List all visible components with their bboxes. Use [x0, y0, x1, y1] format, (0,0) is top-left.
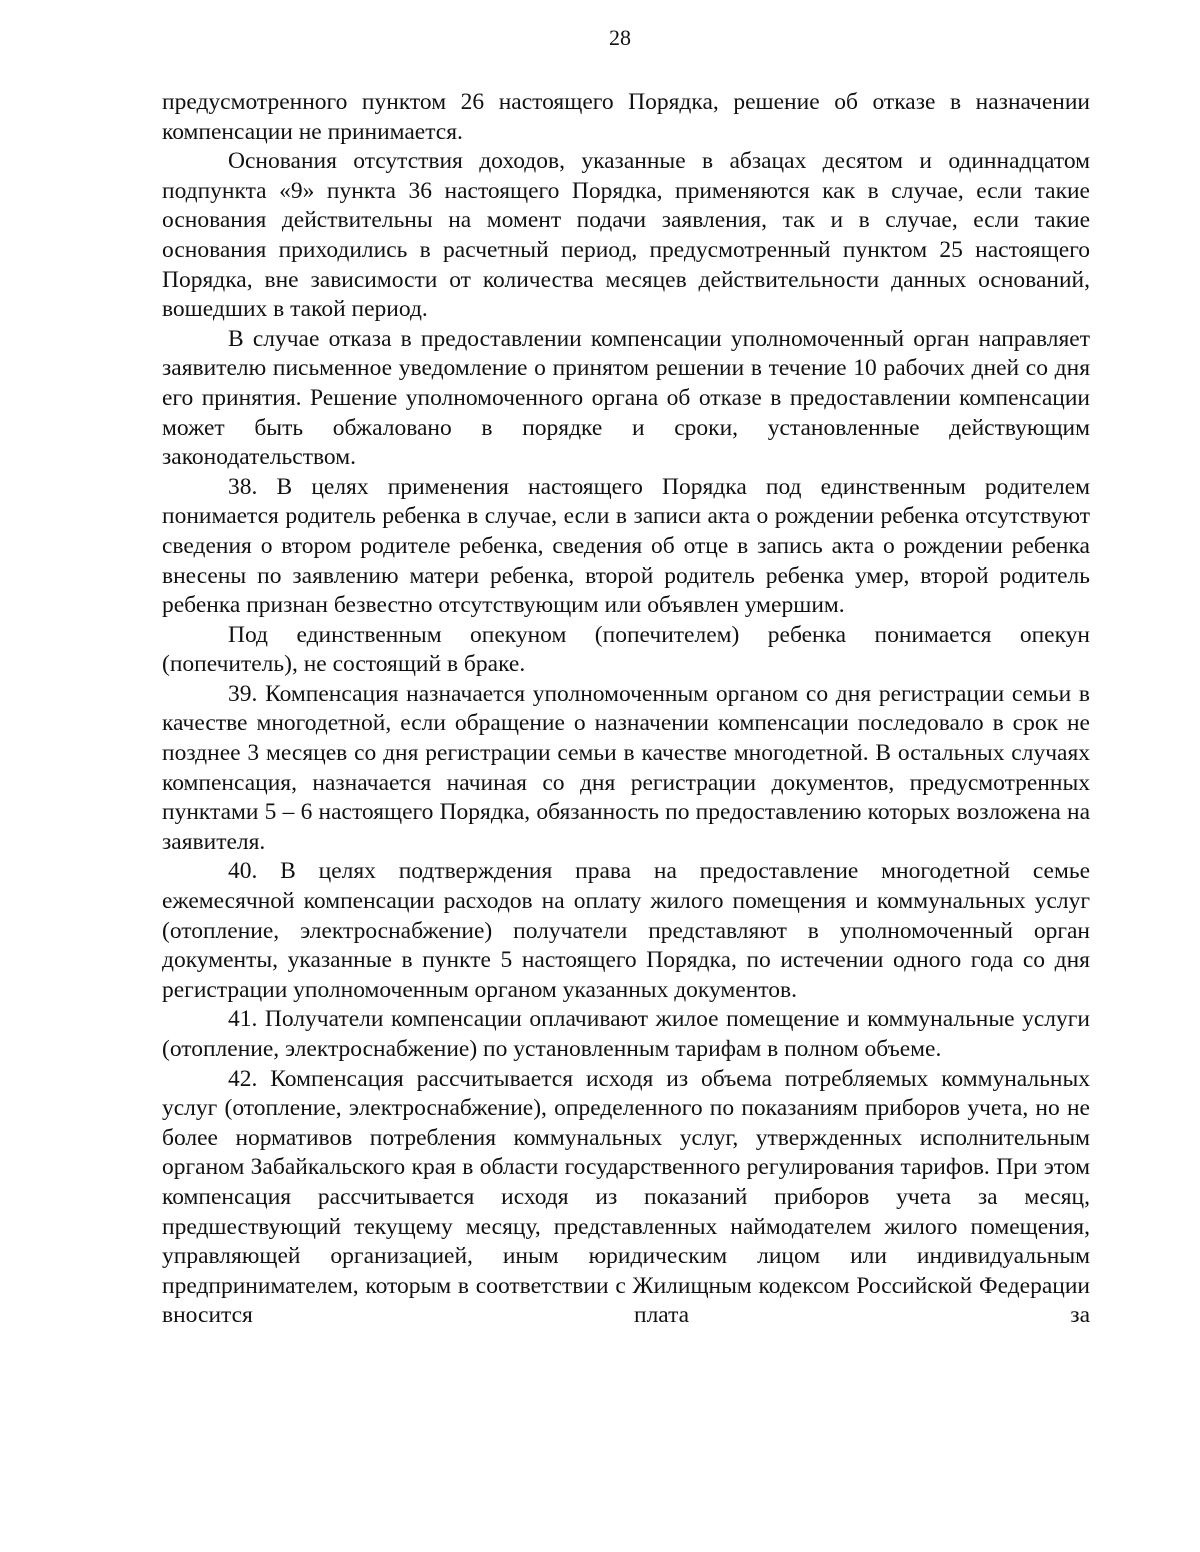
- paragraph-single-guardian: Под единственным опекуном (попечителем) ребенка понимается опекун (попечитель), не состоящий в браке.: [162, 621, 1090, 678]
- paragraph-41-payment: 41. Получатели компенсации оплачивают жилое помещение и коммунальные услуги (отопление, электроснабжение) по установленным тарифам в полном объеме.: [162, 1006, 1090, 1062]
- page-number: 28: [609, 25, 631, 50]
- paragraph-39-assignment: 39. Компенсация назначается уполномоченным органом со дня регистрации семьи в качестве многодетной, если обращение о назначении компенсации последовало в срок не позднее 3 месяцев со дня регистрации семьи в качестве многодетной. В остальных случаях компенсация, назначается начиная со дня регистрации документов, предусмотренных пунктами 5 – 6 настоящего Порядка, обязанность по предоставлению которых возложена на заявителя.: [162, 680, 1090, 855]
- paragraph-42-calculation: 42. Компенсация рассчитывается исходя из объема потребляемых коммунальных услуг (отопление, электроснабжение), определенного по показаниям приборов учета, но не более нормативов потребления коммунальных услуг, утвержденных исполнительным органом Забайкальского края в области государственного регулирования тарифов. При этом компенсация рассчитывается исходя из показаний приборов учета за месяц, предшествующий текущему месяцу, представленных наймодателем жилого помещения, управляющей организацией, иным юридическим лицом или индивидуальным предпринимателем, которым в соответствии с Жилищным кодексом Российской Федерации вносится плата за: [162, 1065, 1090, 1329]
- document-body: [162, 88, 1090, 1331]
- paragraph-refusal-notice: В случае отказа в предоставлении компенсации уполномоченный орган направляет заявителю письменное уведомление о принятом решении в течение 10 рабочих дней со дня его принятия. Решение уполномоченного органа об отказе в предоставлении компенсации может быть обжаловано в порядке и сроки, установленные действующим законодательством.: [162, 325, 1090, 471]
- paragraph-income-grounds: Основания отсутствия доходов, указанные в абзацах десятом и одиннадцатом подпункта «9» пункта 36 настоящего Порядка, применяются как в случае, если такие основания действительны на момент подачи заявления, так и в случае, если такие основания приходились в расчетный период, предусмотренный пунктом 25 настоящего Порядка, вне зависимости от количества месяцев действительности данных оснований, вошедших в такой период.: [162, 148, 1090, 323]
- paragraph-40-confirmation: 40. В целях подтверждения права на предоставление многодетной семье ежемесячной компенсации расходов на оплату жилого помещения и коммунальных услуг (отопление, электроснабжение) получатели представляют в уполномоченный орган документы, указанные в пункте 5 настоящего Порядка, по истечении одного года со дня регистрации уполномоченным органом указанных документов.: [162, 858, 1090, 1003]
- paragraph-continuation: предусмотренного пунктом 26 настоящего Порядка, решение об отказе в назначении компенсации не принимается.: [162, 89, 1090, 145]
- paragraph-38-single-parent: 38. В целях применения настоящего Порядка под единственным родителем понимается родитель ребенка в случае, если в записи акта о рождении ребенка отсутствуют сведения о втором родителе ребенка, сведения об отце в запись акта о рождении ребенка внесены по заявлению матери ребенка, второй родитель ребенка умер, второй родитель ребенка признан безвестно отсутствующим или объявлен умершим.: [162, 473, 1090, 619]
